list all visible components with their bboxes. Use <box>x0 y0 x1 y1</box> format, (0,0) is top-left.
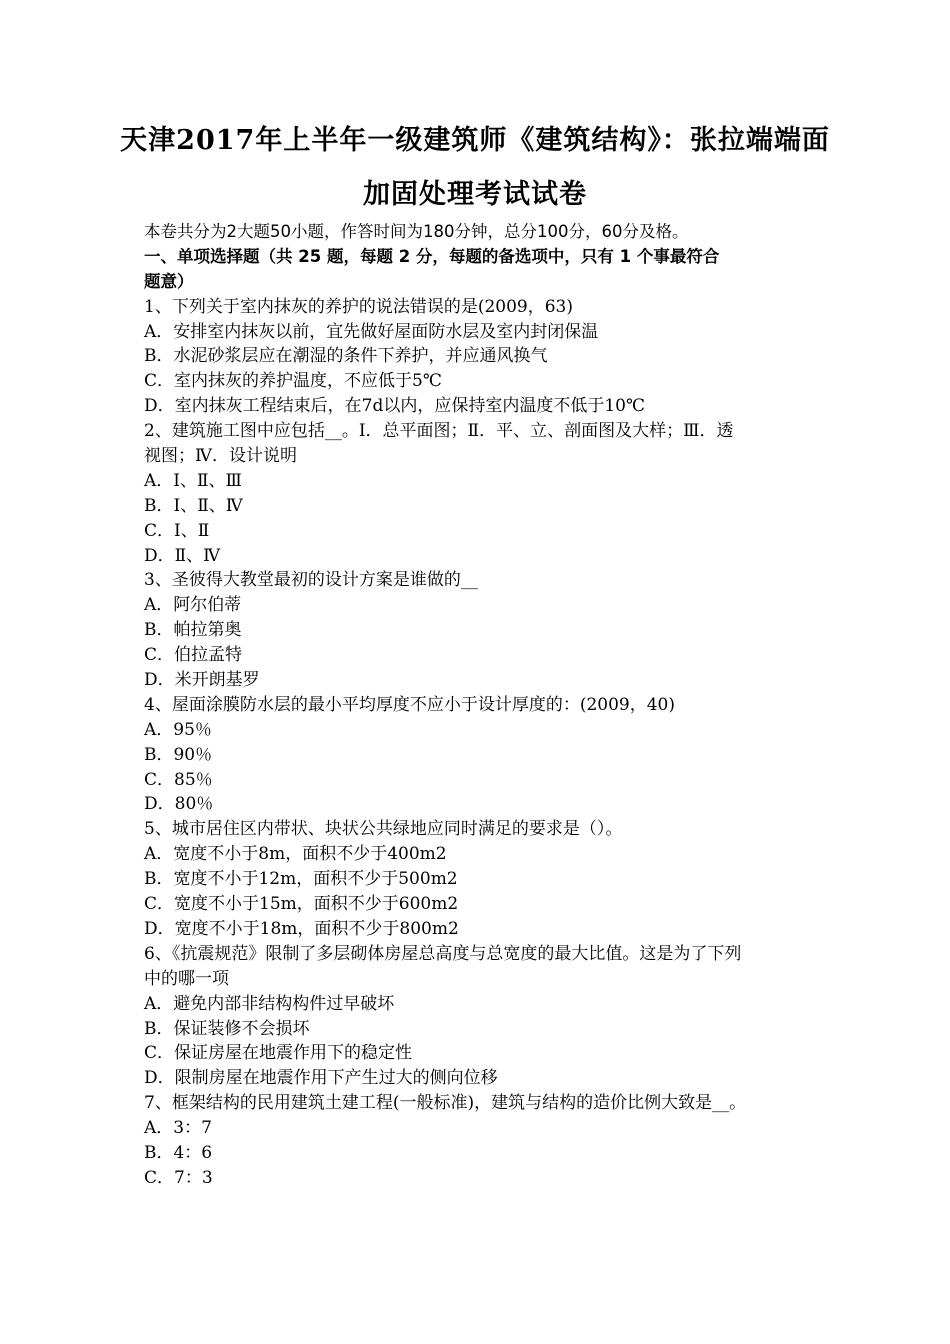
exam-intro: 本卷共分为2大题50小题，作答时间为180分钟，总分100分，60分及格。 <box>144 222 689 241</box>
option-c: C．伯拉孟特 <box>144 645 243 666</box>
option-a: A．阿尔伯蒂 <box>144 595 242 616</box>
question-stem-continued: 视图；Ⅳ．设计说明 <box>144 446 297 467</box>
option-a: A．宽度不小于8m，面积不少于400m2 <box>144 844 447 865</box>
question-stem: 7、框架结构的民用建筑土建工程(一般标准)，建筑与结构的造价比例大致是__。 <box>144 1093 747 1114</box>
question-stem: 2、建筑施工图中应包括__。Ⅰ．总平面图；Ⅱ．平、立、剖面图及大样；Ⅲ．透 <box>144 421 734 442</box>
option-c: C．Ⅰ、Ⅱ <box>144 520 210 541</box>
option-a: A．3：7 <box>144 1118 212 1139</box>
option-c: C．保证房屋在地震作用下的稳定性 <box>144 1043 413 1064</box>
option-a: A．安排室内抹灰以前，宜先做好屋面防水层及室内封闭保温 <box>144 321 599 342</box>
question-stem-continued: 中的哪一项 <box>144 968 229 989</box>
question-6 <box>144 942 824 1091</box>
question-2 <box>144 419 824 568</box>
document-title-line-2: 加固处理考试试卷 <box>363 179 587 210</box>
question-5 <box>144 817 824 941</box>
option-b: B．Ⅰ、Ⅱ、Ⅳ <box>144 495 243 516</box>
option-c: C．85％ <box>144 769 213 790</box>
option-d: D．室内抹灰工程结束后，在7d以内，应保持室内温度不低于10℃ <box>144 396 645 417</box>
option-a: A．Ⅰ、Ⅱ、Ⅲ <box>144 470 242 491</box>
option-d: D．Ⅱ、Ⅳ <box>144 545 221 566</box>
option-d: D．米开朗基罗 <box>144 670 260 691</box>
option-b: B．保证装修不会损坏 <box>144 1018 310 1039</box>
option-d: D．限制房屋在地震作用下产生过大的侧向位移 <box>144 1068 498 1089</box>
option-d: D．80％ <box>144 794 214 815</box>
question-stem: 3、圣彼得大教堂最初的设计方案是谁做的__ <box>144 570 478 591</box>
question-4 <box>144 693 824 817</box>
option-c: C．7：3 <box>144 1167 213 1188</box>
document-body <box>144 220 824 1191</box>
question-stem: 1、下列关于室内抹灰的养护的说法错误的是(2009，63) <box>144 296 573 317</box>
option-b: B．水泥砂浆层应在潮湿的条件下养护，并应通风换气 <box>144 346 548 367</box>
question-stem: 6、《抗震规范》限制了多层砌体房屋总高度与总宽度的最大比值。这是为了下列 <box>144 943 742 964</box>
option-c: C．室内抹灰的养护温度，不应低于5℃ <box>144 371 442 392</box>
document-title-line-1: 天津2017年上半年一级建筑师《建筑结构》：张拉端端面 <box>120 125 830 156</box>
option-b: B．90％ <box>144 744 213 765</box>
question-7 <box>144 1091 824 1191</box>
option-b: B．4：6 <box>144 1142 213 1163</box>
option-b: B．帕拉第奥 <box>144 620 242 641</box>
section-heading-line-2: 题意） <box>144 271 194 291</box>
question-1 <box>144 295 824 419</box>
option-a: A．95％ <box>144 719 212 740</box>
option-b: B．宽度不小于12m，面积不少于500m2 <box>144 869 458 890</box>
option-c: C．宽度不小于15m，面积不少于600m2 <box>144 894 459 915</box>
question-stem: 4、屋面涂膜防水层的最小平均厚度不应小于设计厚度的：(2009，40) <box>144 694 675 715</box>
section-heading-line-1: 一、单项选择题（共 25 题，每题 2 分，每题的备选项中，只有 1 个事最符合 <box>144 246 720 266</box>
question-stem: 5、城市居住区内带状、块状公共绿地应同时满足的要求是（）。 <box>144 819 623 840</box>
question-3 <box>144 568 824 692</box>
option-a: A．避免内部非结构构件过早破坏 <box>144 993 395 1014</box>
option-d: D．宽度不小于18m，面积不少于800m2 <box>144 918 459 939</box>
